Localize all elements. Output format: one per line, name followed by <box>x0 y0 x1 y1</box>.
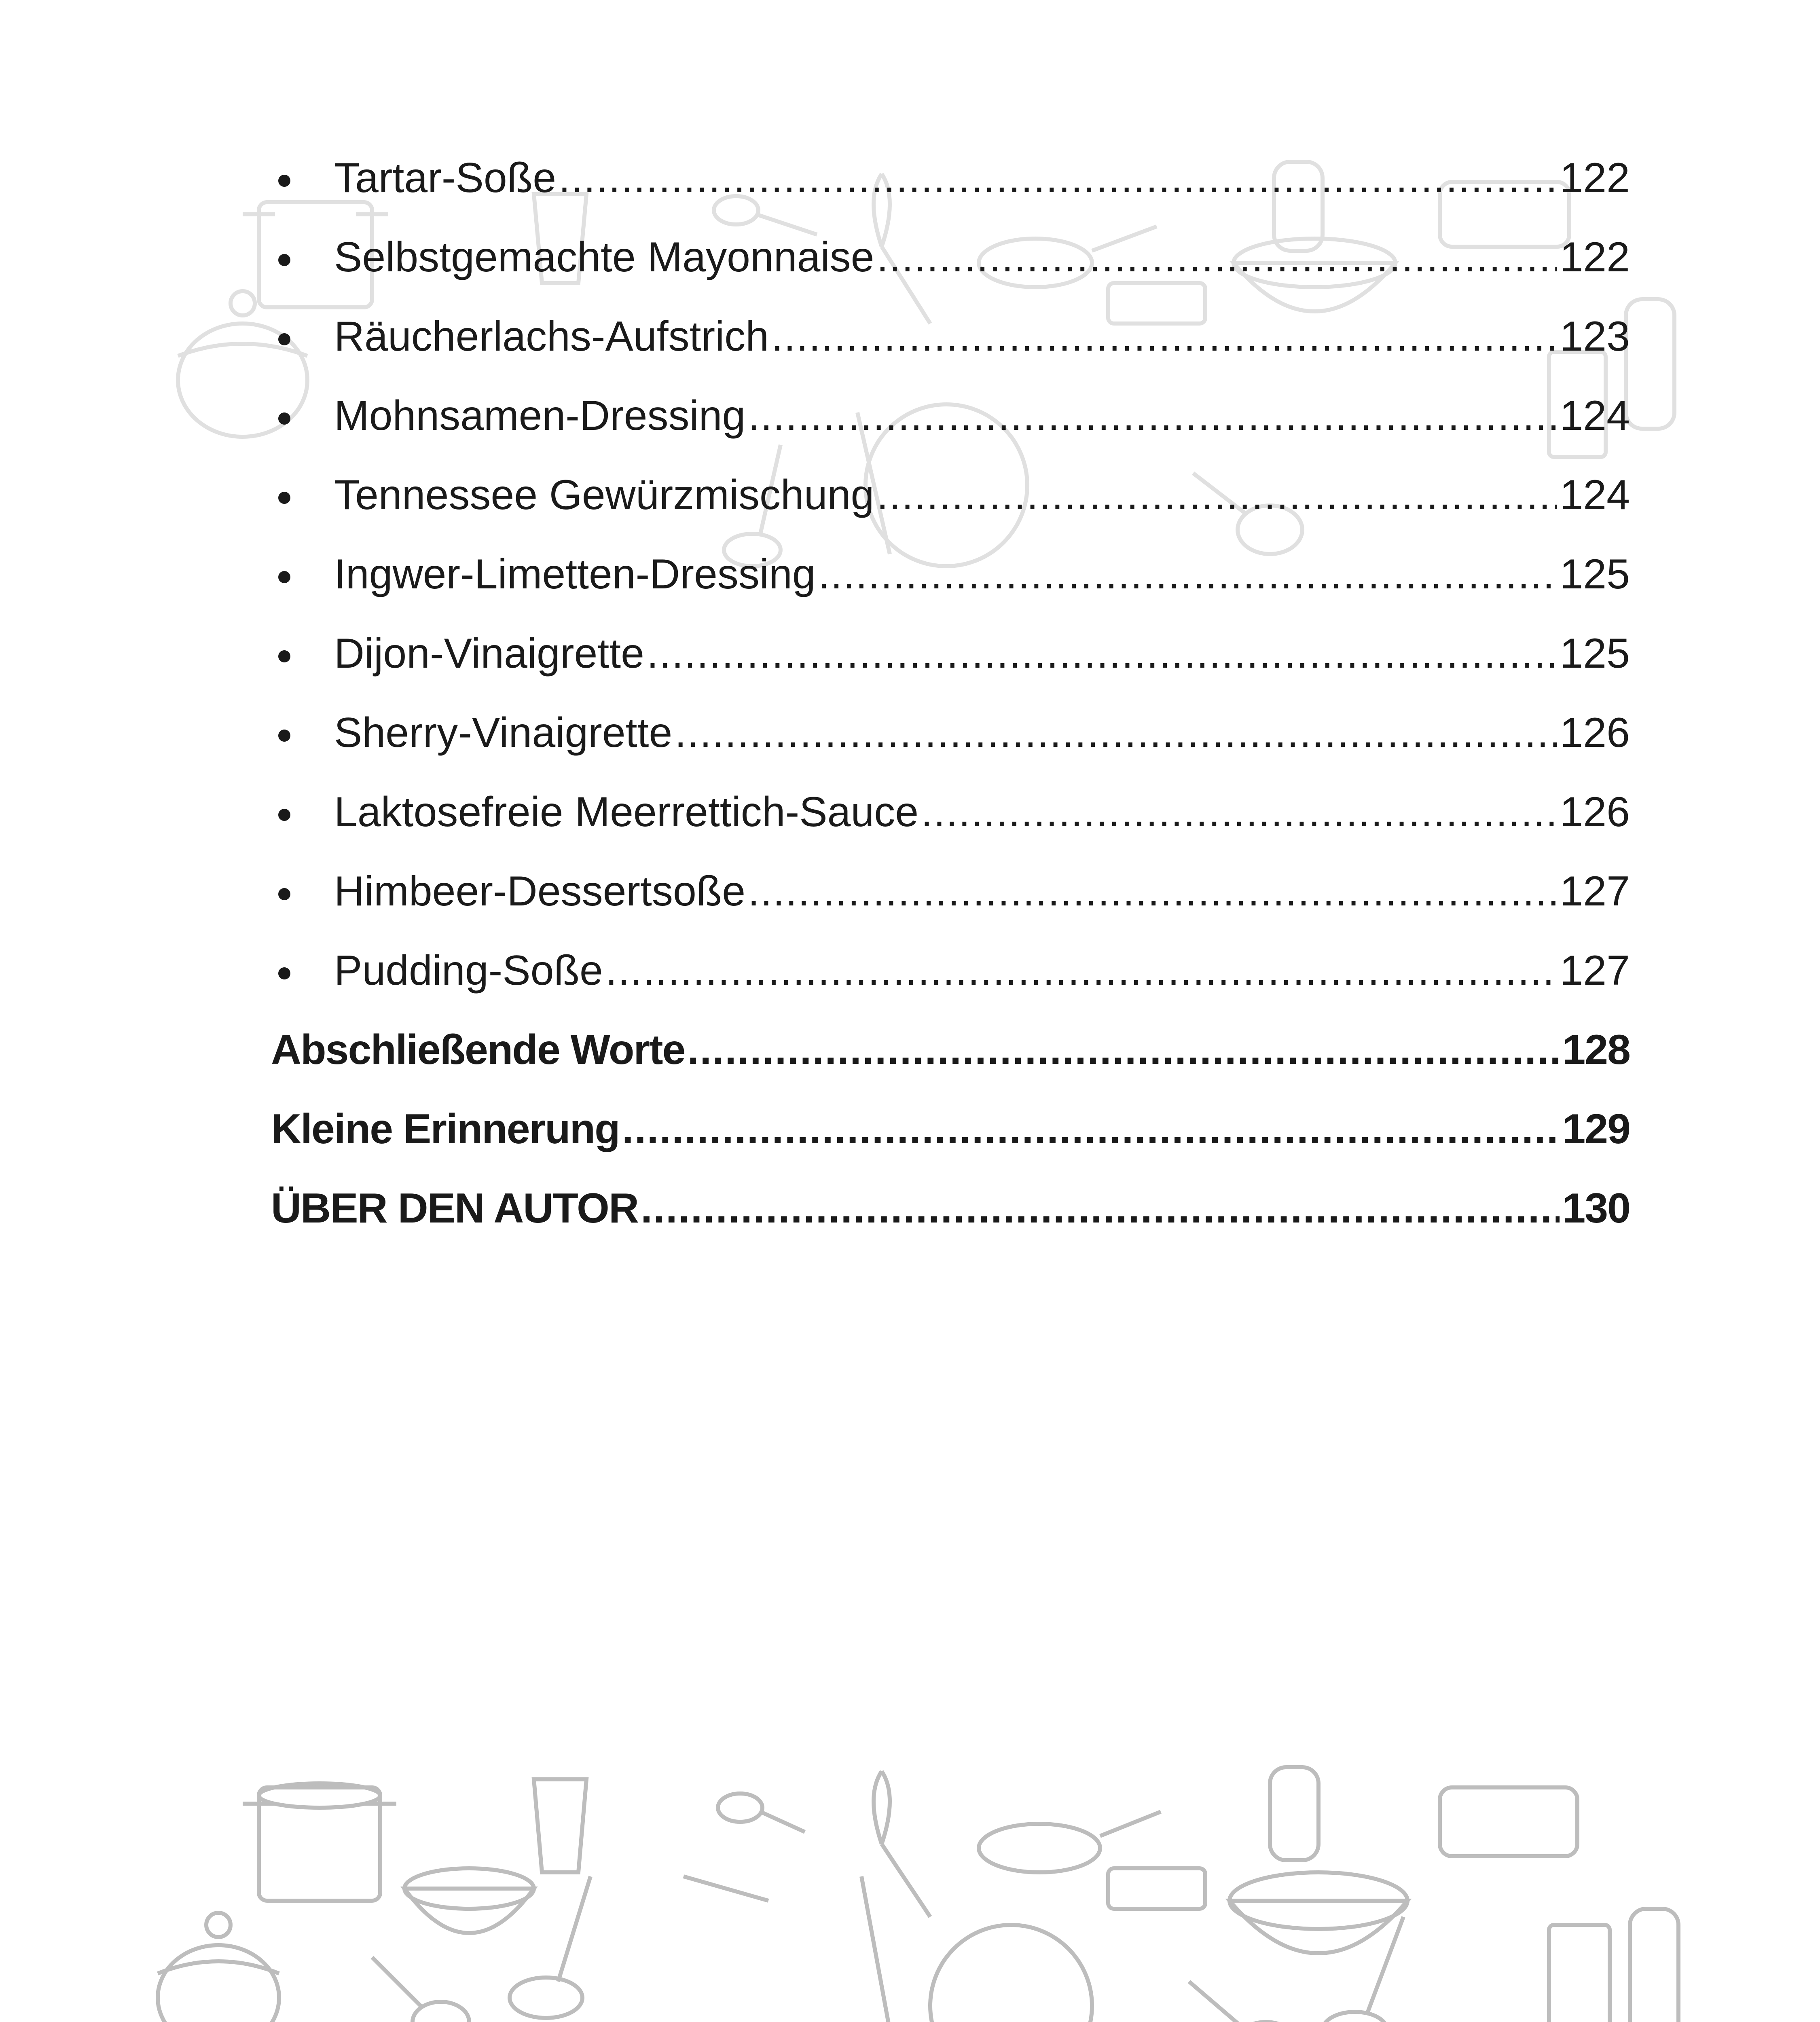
ladle-icon <box>1323 1917 1403 2022</box>
sugar-bowl-icon <box>158 1913 279 2022</box>
toc-entry[interactable] <box>271 233 1630 312</box>
toc-entry[interactable] <box>271 788 1630 867</box>
dot-leader <box>921 788 1557 836</box>
dot-leader <box>687 1026 1560 1074</box>
toc-entry-title: Dijon-Vinaigrette <box>334 630 644 677</box>
kitchen-utensils-watermark-bottom <box>0 1755 1820 2022</box>
toc-entry-page: 126 <box>1560 709 1630 756</box>
toc-entry[interactable] <box>271 312 1630 391</box>
dot-leader <box>622 1105 1560 1153</box>
dot-leader <box>641 1184 1560 1233</box>
bullet-icon <box>278 492 290 504</box>
toc-entry-page: 122 <box>1560 234 1630 281</box>
toc-chapter-entry[interactable] <box>271 1026 1630 1105</box>
toc-chapter-title: Kleine Erinnerung <box>271 1106 620 1153</box>
toc-chapter-title: Abschließende Worte <box>271 1026 685 1073</box>
dot-leader <box>605 946 1558 995</box>
toc-entry-page: 125 <box>1560 551 1630 598</box>
toc-entry-title: Ingwer-Limetten-Dressing <box>334 551 816 598</box>
toc-chapter-page: 130 <box>1562 1185 1630 1232</box>
toc-entry-title: Laktosefreie Meerrettich-Sauce <box>334 789 919 835</box>
toc-entry[interactable] <box>271 391 1630 471</box>
cutting-board-icon <box>1108 1868 1205 1909</box>
pot-icon <box>243 1783 396 1901</box>
skimmer-icon <box>1189 1982 1298 2022</box>
bottle-icon <box>1270 1767 1318 1860</box>
grater-icon <box>1630 1909 1678 2022</box>
bullet-icon <box>278 888 290 900</box>
toc-entry-title: Mohnsamen-Dressing <box>334 392 746 439</box>
toc-entry-title: Sherry-Vinaigrette <box>334 709 673 756</box>
toc-entry-title: Pudding-Soße <box>334 947 603 994</box>
dot-leader <box>559 154 1557 202</box>
toc-entry[interactable] <box>271 471 1630 550</box>
toc-entry-page: 127 <box>1560 868 1630 915</box>
toc-chapter-title: ÜBER DEN AUTOR <box>271 1185 639 1232</box>
rolling-pin-icon <box>861 1876 890 2022</box>
skimmer-icon <box>372 1957 469 2022</box>
dot-leader <box>748 391 1557 440</box>
toc-entry[interactable] <box>271 709 1630 788</box>
bullet-icon <box>278 175 290 187</box>
toc-chapter-entry[interactable] <box>271 1105 1630 1184</box>
toc-entry-page: 126 <box>1560 789 1630 835</box>
toc-entry-title: Selbstgemachte Mayonnaise <box>334 234 874 281</box>
toc-entry-page: 123 <box>1560 313 1630 360</box>
toc-entry[interactable] <box>271 946 1630 1026</box>
toc-entry-page: 124 <box>1560 392 1630 439</box>
dot-leader <box>876 233 1557 281</box>
cake-ring-icon <box>1440 1787 1577 1856</box>
toc-entry-title: Tennessee Gewürzmischung <box>334 472 874 518</box>
dot-leader <box>748 867 1557 916</box>
knife-icon <box>684 1876 768 1901</box>
toc-entry[interactable] <box>271 550 1630 629</box>
dot-leader <box>647 629 1558 678</box>
bullet-icon <box>278 967 290 979</box>
dot-leader <box>818 550 1558 599</box>
bullet-icon <box>278 412 290 425</box>
toc-entry-title: Himbeer-Dessertsoße <box>334 868 746 915</box>
toc-entry-title: Räucherlachs-Aufstrich <box>334 313 769 360</box>
toc-entry[interactable] <box>271 867 1630 946</box>
ladle-icon <box>510 1876 590 2018</box>
table-of-contents <box>271 154 1630 1263</box>
toc-entry[interactable] <box>271 154 1630 233</box>
toc-chapter-entry[interactable] <box>271 1184 1630 1263</box>
bullet-icon <box>278 809 290 821</box>
toc-entry-page: 122 <box>1560 154 1630 201</box>
toc-chapter-page: 129 <box>1562 1106 1630 1153</box>
whisk-icon <box>874 1771 930 1917</box>
bullet-icon <box>278 650 290 662</box>
bullet-icon <box>278 571 290 583</box>
frying-pan-icon <box>979 1812 1161 1872</box>
toc-entry-title: Tartar-Soße <box>334 154 557 201</box>
bullet-icon <box>278 333 290 345</box>
toc-chapter-page: 128 <box>1562 1026 1630 1073</box>
toc-entry[interactable] <box>271 629 1630 709</box>
bowl-icon <box>1230 1872 1407 1953</box>
bullet-icon <box>278 254 290 266</box>
toc-entry-page: 125 <box>1560 630 1630 677</box>
spoon-icon <box>718 1794 805 1832</box>
kitchen-scale-icon <box>1549 1925 1610 2022</box>
bowl-icon <box>404 1868 534 1933</box>
glass-icon <box>534 1779 586 1872</box>
toc-entry-page: 127 <box>1560 947 1630 994</box>
colander-icon <box>930 1925 1092 2022</box>
dot-leader <box>771 312 1557 361</box>
toc-entry-page: 124 <box>1560 472 1630 518</box>
grater-icon <box>1626 299 1674 429</box>
bullet-icon <box>278 730 290 742</box>
dot-leader <box>876 471 1557 519</box>
dot-leader <box>675 709 1557 757</box>
